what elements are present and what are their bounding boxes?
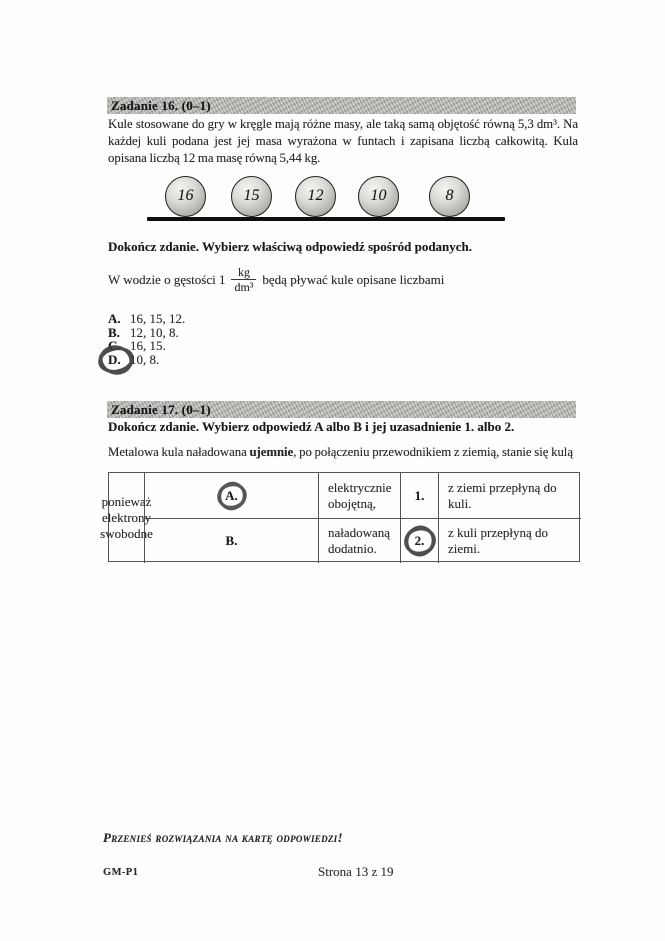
bowling-balls-figure	[108, 174, 578, 226]
ball-number: 8	[445, 186, 454, 204]
answer-b-text: naładowaną dodatnio.	[328, 525, 391, 556]
fraction-denominator: dm³	[231, 279, 256, 294]
reason-1-text-cell	[439, 473, 581, 519]
intro-text-after: , po połączeniu przewodnikiem z ziemią, stanie się kulą	[293, 445, 573, 459]
ball-number: 10	[370, 186, 387, 204]
task17-header-bar	[107, 401, 576, 418]
task17-instruction: Dokończ zdanie. Wybierz odpowiedź A albo B i jej uzasadnienie 1. albo 2.	[108, 419, 515, 434]
task17-header-label: Zadanie 17. (0–1)	[111, 402, 211, 417]
exam-code: GM-P1	[103, 867, 139, 878]
reason-1-label-cell	[401, 473, 439, 519]
answer-b-label: B.	[225, 533, 238, 548]
task16-intro-paragraph: Kule stosowane do gry w kręgle mają różne masy, ale taką samą objętość równą 5,3 dm³. Na każdej kuli podana jest jej masa wyrażona w funtach i zapisana liczbą całkowitą. Kula opisana liczbą 12 ma masę równą 5,44 kg.	[108, 117, 578, 165]
option-b	[108, 326, 185, 340]
option-c-letter: C.	[108, 338, 121, 354]
ball-number: 15	[243, 186, 260, 204]
question-text-before: W wodzie o gęstości 1	[108, 272, 226, 287]
answer-a-label-cell	[145, 473, 319, 519]
reason-2-text-cell	[439, 519, 581, 563]
option-a-letter: A.	[108, 311, 121, 326]
reason-2-label: 2.	[414, 533, 425, 548]
density-fraction	[231, 266, 256, 293]
reason-1-text: z ziemi przepłyną do kuli.	[448, 479, 557, 511]
answer-a-label: A.	[225, 487, 238, 503]
bowling-ball	[231, 176, 272, 217]
task16-question-sentence	[108, 263, 444, 297]
middle-line3: swobodne	[100, 526, 153, 541]
fraction-numerator: kg	[237, 265, 250, 280]
question-text-after: będą pływać kule opisane liczbami	[262, 272, 445, 287]
task17-intro-sentence	[108, 444, 578, 461]
ground-line	[147, 217, 505, 221]
middle-line2: elektrony	[101, 510, 152, 525]
answer-justification-table	[100, 472, 580, 562]
middle-line1: ponieważ	[101, 494, 152, 509]
option-a	[108, 312, 185, 326]
answer-b-label-cell	[145, 519, 319, 563]
option-d-text: 10, 8.	[130, 351, 160, 367]
option-d-letter: D.	[108, 351, 121, 367]
option-a-text: 16, 15, 12.	[130, 311, 186, 326]
bowling-ball	[358, 176, 399, 217]
reason-2-text: z kuli przepłyną do ziemi.	[448, 525, 548, 556]
option-c-text: 16, 15.	[130, 338, 166, 354]
task16-instruction: Dokończ zdanie. Wybierz właściwą odpowiedź spośród podanych.	[108, 239, 473, 254]
task16-header-bar	[107, 97, 576, 114]
answer-a-text: elektrycznie obojętną,	[328, 479, 392, 511]
intro-bold-word: ujemnie	[249, 445, 294, 459]
intro-text-before: Metalowa kula naładowana	[108, 445, 250, 459]
page-number: Strona 13 z 19	[318, 864, 394, 879]
bowling-ball	[295, 176, 336, 217]
task16-options-list	[108, 312, 185, 366]
answer-a-text-cell	[319, 473, 401, 519]
option-d	[108, 353, 185, 367]
option-b-letter: B.	[108, 324, 120, 340]
reason-1-label: 1.	[414, 487, 425, 503]
ball-number: 12	[307, 186, 324, 204]
answer-b-text-cell	[319, 519, 401, 563]
reason-2-label-cell	[401, 519, 439, 563]
bowling-ball	[165, 176, 206, 217]
task16-header-label: Zadanie 16. (0–1)	[111, 98, 211, 113]
justification-middle-cell	[100, 473, 153, 563]
ball-number: 16	[177, 186, 194, 204]
bowling-ball	[429, 176, 470, 217]
option-b-text: 12, 10, 8.	[130, 324, 179, 340]
transfer-answers-warning: Przenieś rozwiązania na kartę odpowiedzi!	[103, 830, 343, 845]
option-c	[108, 339, 185, 353]
